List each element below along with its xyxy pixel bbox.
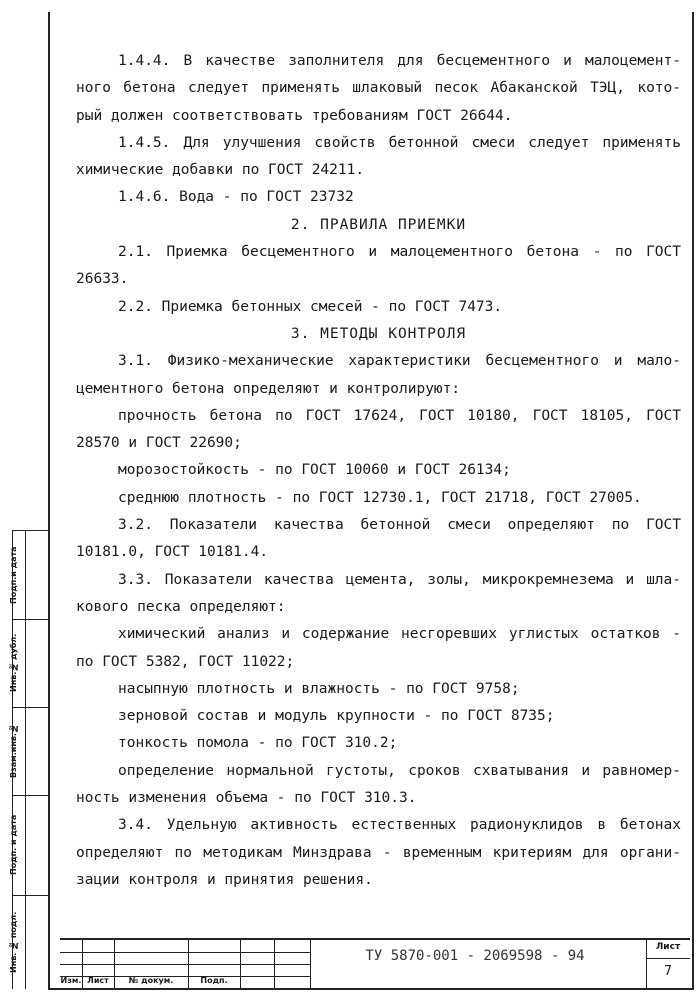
text-line: кового песка определяют: [76, 598, 286, 615]
margin-label: Инв. № подл. [9, 911, 18, 973]
margin-label: Инв.№ дубл. [9, 633, 18, 693]
column-label: № докум. [128, 976, 174, 985]
text-line: 2.1. Приемка бесцементного и малоцементного бетона - по ГОСТ [118, 244, 681, 261]
text-line: определение нормальной густоты, сроков схватывания и равномер- [118, 762, 681, 779]
text-line: 2.2. Приемка бетонных смесей - по ГОСТ 7473. [118, 298, 503, 315]
text-line: 1.4.4. В качестве заполнителя для бесцементного и малоцемент- [118, 53, 681, 69]
text-line: среднюю плотность - по ГОСТ 12730.1, ГОСТ 21718, ГОСТ 27005. [118, 489, 642, 506]
text-line: зации контроля и принятия решения. [76, 871, 373, 888]
text-line: 3.1. Физико-механические характеристики бесцементного и мало- [118, 353, 681, 370]
sheet-label: Лист [655, 942, 681, 952]
title-block-rule [60, 964, 310, 965]
title-block-rule [274, 940, 275, 990]
text-line: 26633. [76, 271, 129, 288]
text-line: 1.4.5. Для улучшения свойств бетонной смеси следует применять [118, 134, 681, 151]
text-line: по ГОСТ 5382, ГОСТ 11022; [76, 653, 295, 670]
text-line: прочность бетона по ГОСТ 17624, ГОСТ 10180, ГОСТ 18105, ГОСТ [118, 407, 681, 424]
text-line: насыпную плотность и влажность - по ГОСТ 9758; [118, 680, 520, 697]
text-line: морозостойкость - по ГОСТ 10060 и ГОСТ 26134; [118, 462, 511, 479]
column-label: Подп. [200, 976, 228, 985]
title-block-rule [646, 958, 690, 959]
title-block-rule [60, 952, 310, 953]
text-line: 3.2. Показатели качества бетонной смеси определяют по ГОСТ [118, 517, 681, 534]
column-label: Лист [87, 976, 109, 985]
section-heading: 3. МЕТОДЫ КОНТРОЛЯ [290, 325, 467, 342]
section-heading: 2. ПРАВИЛА ПРИЕМКИ [290, 216, 467, 233]
text-line: химический анализ и содержание несгоревших углистых остатков - [118, 626, 681, 643]
text-line: 3.4. Удельную активность естественных радионуклидов в бетонах [118, 817, 681, 834]
title-block-rule [240, 940, 241, 990]
document-body [76, 48, 681, 894]
document-code: ТУ 5870-001 - 2069598 - 94 [365, 948, 585, 964]
margin-label: Взам.инв.№ [9, 724, 18, 778]
text-line: рый должен соответствовать требованиям ГОСТ 26644. [76, 107, 513, 124]
margin-strip [9, 530, 49, 989]
title-block [60, 938, 690, 990]
text-line: 10181.0, ГОСТ 10181.4. [76, 544, 269, 561]
text-line: зерновой состав и модуль крупности - по ГОСТ 8735; [118, 708, 555, 725]
text-line: 1.4.6. Вода - по ГОСТ 23732 [118, 189, 354, 206]
margin-label: Подп. и дата [9, 814, 18, 876]
text-line: тонкость помола - по ГОСТ 310.2; [118, 735, 398, 752]
margin-label: Подп.и дата [9, 546, 18, 604]
text-line: цементного бетона определяют и контролируют: [76, 380, 461, 397]
text-line: химические добавки по ГОСТ 24211. [76, 162, 365, 179]
text-line: 28570 и ГОСТ 22690; [76, 435, 242, 452]
text-line: ность изменения объема - по ГОСТ 310.3. [76, 790, 417, 807]
text-line: 3.3. Показатели качества цемента, золы, микрокремнезема и шла- [118, 571, 681, 588]
text-line: определяют по методикам Минздрава - временным критериям для органи- [76, 844, 681, 861]
column-label: Изм. [60, 976, 82, 985]
sheet-number: 7 [664, 964, 672, 979]
text-line: ного бетона следует применять шлаковый песок Абаканской ТЭЦ, кото- [76, 80, 681, 97]
